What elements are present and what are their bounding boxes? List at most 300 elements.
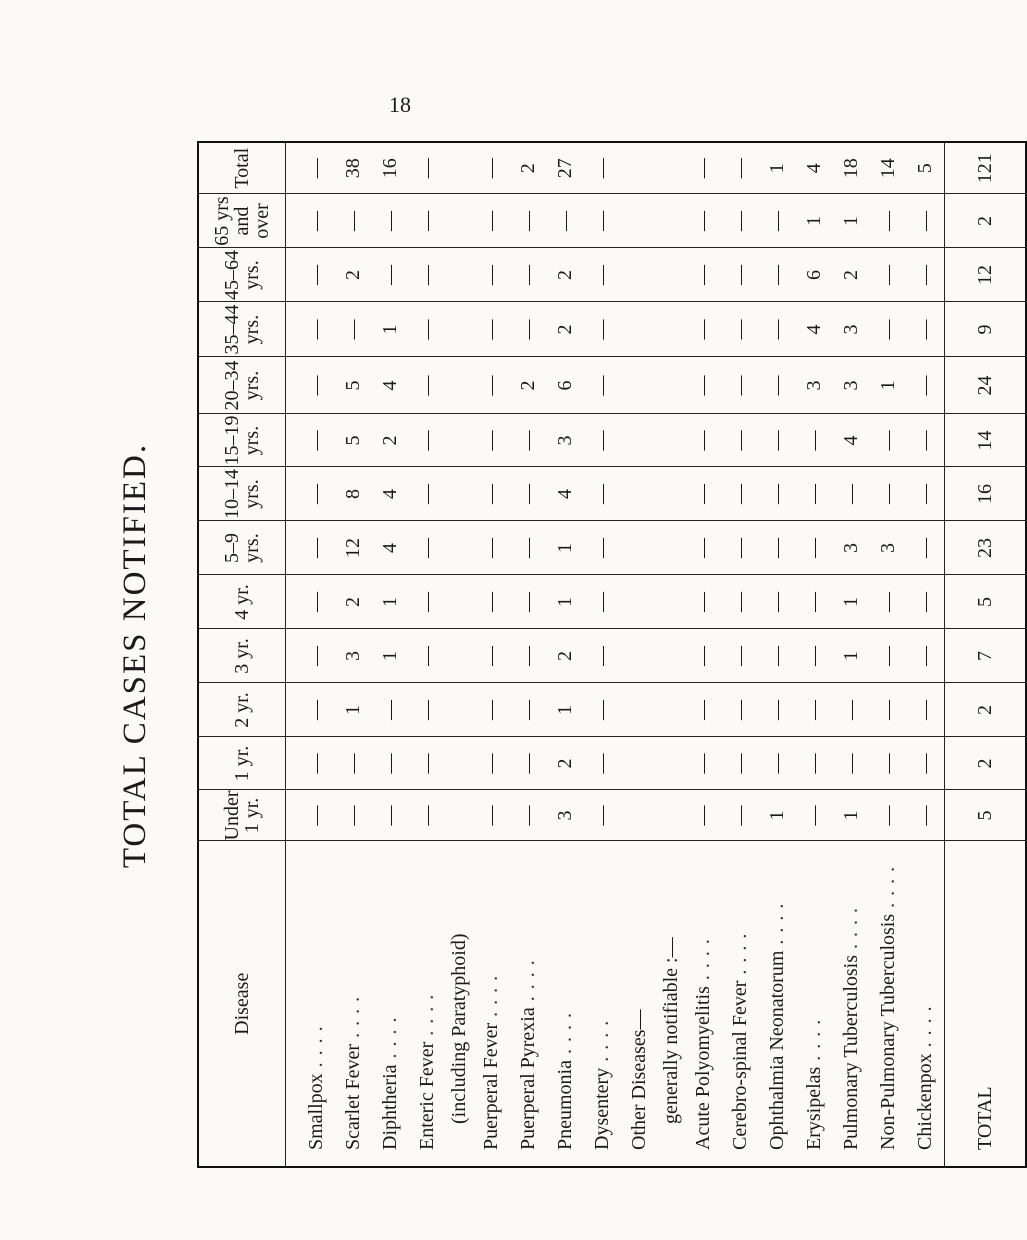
column-header-y20_34: 20–34 yrs.: [198, 357, 286, 414]
table-cell: —: [692, 538, 714, 558]
table-cell: [621, 522, 658, 575]
table-cell: —: [729, 211, 751, 231]
table-cell: —: [877, 592, 899, 612]
column-header-y65: 65 yrs and over: [198, 194, 286, 248]
table-cell: 3: [840, 324, 862, 335]
column-header-total: Total: [198, 142, 286, 194]
table-cell: 5: [342, 380, 364, 391]
total-cell-y35_44: 9: [945, 302, 1027, 357]
disease-label: Dysentery . .: [584, 852, 621, 1151]
table-cell: —: [416, 158, 438, 179]
table-cell: 2: [342, 597, 364, 607]
table-cell: —: [766, 538, 788, 558]
table-cell: —: [914, 805, 936, 826]
table-cell: —: [692, 753, 714, 774]
table-cell: —: [517, 753, 539, 774]
disease-label: Puerperal Fever . .: [473, 852, 510, 1151]
table-cell: —: [840, 753, 862, 774]
table-cell: —: [416, 484, 438, 504]
total-row: [945, 142, 1027, 1167]
disease-names-cell: [286, 841, 945, 1167]
table-cell: —: [416, 646, 438, 666]
total-cell-y65: 2: [945, 194, 1027, 248]
table-cell: [621, 415, 658, 467]
table-cell: [658, 358, 685, 414]
column-header-y15_19: 15–19 yrs.: [198, 414, 286, 467]
table-cell: 3: [342, 651, 364, 661]
table-cell: [621, 358, 658, 414]
table-cell: —: [803, 538, 825, 558]
table-cell: 8: [342, 489, 364, 499]
table-cell: —: [591, 805, 613, 826]
table-cell: —: [416, 700, 438, 720]
table-body-row: [286, 142, 945, 1167]
table-cell: 3: [877, 543, 899, 553]
table-cell: 4: [803, 163, 825, 174]
table-cell: —: [591, 211, 613, 231]
disease-label: Ophthalmia Neonatorum . .: [759, 852, 796, 1151]
table-cell: [446, 415, 473, 467]
table-cell: —: [766, 646, 788, 666]
table-cell: [446, 143, 473, 194]
table-cell: —: [877, 430, 899, 451]
values-column-under1: [286, 790, 945, 841]
table-cell: 1: [840, 810, 862, 821]
table-cell: —: [342, 211, 364, 231]
table-cell: —: [692, 700, 714, 720]
table-cell: —: [803, 700, 825, 720]
table-cell: —: [517, 265, 539, 285]
table-cell: 2: [554, 270, 576, 280]
table-cell: —: [692, 375, 714, 396]
table-cell: [446, 358, 473, 414]
table-cell: —: [517, 805, 539, 826]
table-cell: —: [803, 646, 825, 666]
table-cell: 2: [517, 163, 539, 174]
table-cell: —: [480, 430, 502, 451]
table-cell: [621, 303, 658, 357]
column-header-y45_64: 45–64 yrs.: [198, 248, 286, 302]
table-cell: [658, 791, 685, 841]
table-cell: [621, 630, 658, 683]
table-cell: —: [914, 538, 936, 558]
disease-label: Diphtheria . .: [372, 852, 409, 1151]
table-cell: —: [591, 484, 613, 504]
values-column-y45_64: [286, 248, 945, 302]
table-cell: 16: [379, 158, 401, 179]
table-cell: 2: [342, 270, 364, 280]
table-cell: —: [591, 319, 613, 340]
table-cell: 1: [840, 597, 862, 607]
table-cell: —: [342, 805, 364, 826]
table-cell: —: [766, 484, 788, 504]
table-cell: —: [591, 700, 613, 720]
table-cell: [446, 522, 473, 575]
table-cell: 2: [379, 435, 401, 446]
values-column-y5_9: [286, 521, 945, 575]
table-cell: —: [305, 430, 327, 451]
table-cell: [658, 630, 685, 683]
values-column-y1: [286, 737, 945, 790]
values-column-total: [286, 142, 945, 194]
total-cell-y3: 7: [945, 629, 1027, 683]
table-cell: —: [305, 646, 327, 666]
table-cell: 1: [766, 810, 788, 821]
table-cell: 1: [379, 324, 401, 335]
total-cell-y4: 5: [945, 575, 1027, 629]
table-cell: —: [914, 753, 936, 774]
table-cell: 3: [840, 380, 862, 391]
table-cell: —: [692, 484, 714, 504]
column-header-y4: 4 yr.: [198, 575, 286, 629]
table-cell: —: [591, 375, 613, 396]
table-cell: 38: [342, 158, 364, 179]
table-cell: —: [517, 211, 539, 231]
table-cell: —: [416, 211, 438, 231]
table-cell: —: [379, 211, 401, 231]
table-cell: [446, 576, 473, 629]
table-cell: 1: [766, 163, 788, 174]
table-cell: —: [480, 538, 502, 558]
table-cell: —: [914, 646, 936, 666]
column-header-y5_9: 5–9 yrs.: [198, 521, 286, 575]
column-header-under1: Under 1 yr.: [198, 790, 286, 841]
table-cell: [621, 195, 658, 248]
table-cell: —: [591, 753, 613, 774]
table-cell: [446, 791, 473, 841]
table-cell: —: [416, 430, 438, 451]
disease-label: Acute Polyomyelitis . .: [685, 852, 722, 1151]
table-cell: —: [766, 700, 788, 720]
table-cell: —: [379, 265, 401, 285]
table-cell: [621, 576, 658, 629]
values-column-y65: [286, 194, 945, 248]
column-header-y2: 2 yr.: [198, 683, 286, 737]
total-cell-y5_9: 23: [945, 521, 1027, 575]
table-cell: [658, 143, 685, 194]
values-column-y15_19: [286, 414, 945, 467]
values-column-y3: [286, 629, 945, 683]
table-cell: —: [914, 375, 936, 396]
table-cell: [621, 684, 658, 737]
table-cell: —: [480, 319, 502, 340]
column-header-y10_14: 10–14 yrs.: [198, 467, 286, 521]
table-cell: —: [305, 753, 327, 774]
table-cell: [658, 468, 685, 521]
table-cell: —: [692, 646, 714, 666]
table-cell: —: [729, 265, 751, 285]
table-cell: 4: [379, 543, 401, 553]
table-cell: [446, 630, 473, 683]
total-cell-y15_19: 14: [945, 414, 1027, 467]
table-cell: —: [305, 700, 327, 720]
table-cell: —: [591, 265, 613, 285]
table-cell: —: [729, 430, 751, 451]
table-cell: —: [877, 646, 899, 666]
disease-label: generally notifiable :—: [660, 937, 682, 1124]
table-cell: 1: [840, 651, 862, 661]
table-cell: —: [305, 484, 327, 504]
table-cell: 2: [554, 324, 576, 335]
table-cell: 1: [803, 216, 825, 226]
table-cell: —: [877, 700, 899, 720]
table-cell: —: [803, 805, 825, 826]
values-column-y20_34: [286, 357, 945, 414]
rotated-page-content: [105, 143, 996, 1168]
table-title: TOTAL CASES NOTIFIED.: [116, 442, 153, 869]
table-cell: —: [766, 211, 788, 231]
table-cell: 1: [342, 705, 364, 715]
table-cell: 3: [803, 380, 825, 391]
table-cell: —: [692, 319, 714, 340]
table-cell: 2: [517, 380, 539, 391]
table-cell: —: [803, 753, 825, 774]
table-cell: —: [914, 265, 936, 285]
disease-label: Smallpox . .: [298, 852, 335, 1151]
table-cell: 3: [554, 435, 576, 446]
table-cell: —: [517, 430, 539, 451]
table-cell: —: [692, 805, 714, 826]
values-column-y4: [286, 575, 945, 629]
table-cell: [621, 738, 658, 790]
table-cell: —: [480, 484, 502, 504]
disease-label: Chickenpox . .: [907, 852, 944, 1151]
table-cell: 12: [342, 538, 364, 558]
table-cell: —: [591, 158, 613, 179]
table-cell: —: [692, 265, 714, 285]
table-cell: —: [729, 158, 751, 179]
table-cell: —: [729, 753, 751, 774]
table-cell: —: [766, 430, 788, 451]
table-cell: —: [480, 753, 502, 774]
disease-label: Scarlet Fever . .: [335, 852, 372, 1151]
table-cell: —: [480, 646, 502, 666]
table-cell: 1: [554, 705, 576, 715]
table-cell: 1: [840, 216, 862, 226]
table-cell: —: [914, 700, 936, 720]
table-cell: —: [766, 592, 788, 612]
table-cell: [658, 522, 685, 575]
table-cell: —: [914, 319, 936, 340]
table-cell: —: [766, 375, 788, 396]
table-cell: —: [877, 211, 899, 231]
table-cell: [446, 249, 473, 302]
table-cell: —: [416, 319, 438, 340]
column-header-y3: 3 yr.: [198, 629, 286, 683]
table-cell: —: [729, 538, 751, 558]
table-cell: —: [803, 430, 825, 451]
table-cell: —: [729, 700, 751, 720]
table-cell: —: [305, 805, 327, 826]
disease-label: Erysipelas . .: [796, 852, 833, 1151]
total-cell-y10_14: 16: [945, 467, 1027, 521]
table-cell: 5: [914, 163, 936, 174]
table-cell: —: [766, 753, 788, 774]
table-cell: 1: [379, 651, 401, 661]
table-cell: —: [729, 646, 751, 666]
table-cell: —: [591, 592, 613, 612]
table-cell: 27: [554, 158, 576, 179]
table-cell: —: [729, 375, 751, 396]
table-cell: —: [480, 375, 502, 396]
table-cell: —: [877, 265, 899, 285]
table-cell: —: [591, 646, 613, 666]
table-cell: —: [305, 538, 327, 558]
table-cell: —: [729, 319, 751, 340]
table-cell: 5: [342, 435, 364, 446]
table-cell: —: [591, 538, 613, 558]
table-cell: [446, 684, 473, 737]
table-cell: [658, 415, 685, 467]
disease-column-header: Disease: [198, 841, 286, 1167]
header-row: [198, 142, 286, 1167]
table-cell: —: [379, 700, 401, 720]
table-cell: —: [877, 484, 899, 504]
table-cell: —: [692, 158, 714, 179]
disease-label: Non-Pulmonary Tuberculosis . .: [870, 852, 907, 1151]
table-cell: —: [840, 484, 862, 504]
table-cell: —: [342, 319, 364, 340]
table-cell: —: [729, 592, 751, 612]
table-cell: —: [803, 592, 825, 612]
table-cell: —: [416, 592, 438, 612]
table-cell: 14: [877, 158, 899, 179]
table-cell: —: [416, 805, 438, 826]
table-cell: 6: [554, 380, 576, 391]
table-cell: [658, 738, 685, 790]
table-cell: —: [914, 484, 936, 504]
table-cell: —: [914, 592, 936, 612]
table-cell: —: [305, 592, 327, 612]
table-cell: 1: [554, 597, 576, 607]
table-cell: [658, 684, 685, 737]
table-cell: —: [517, 319, 539, 340]
table-cell: —: [480, 265, 502, 285]
table-cell: [446, 738, 473, 790]
table-cell: [446, 468, 473, 521]
table-cell: [658, 195, 685, 248]
table-cell: —: [692, 592, 714, 612]
table-cell: —: [803, 484, 825, 504]
table-cell: [621, 249, 658, 302]
table-cell: 2: [554, 758, 576, 769]
total-cell-y45_64: 12: [945, 248, 1027, 302]
table-cell: —: [416, 375, 438, 396]
table-cell: 6: [803, 270, 825, 280]
table-cell: —: [840, 700, 862, 720]
table-cell: 1: [877, 380, 899, 391]
table-cell: 4: [803, 324, 825, 335]
disease-label: Pulmonary Tuberculosis . .: [833, 852, 870, 1151]
table-cell: —: [766, 265, 788, 285]
table-cell: —: [416, 265, 438, 285]
table-cell: —: [729, 805, 751, 826]
values-column-y2: [286, 683, 945, 737]
table-cell: —: [480, 592, 502, 612]
total-cell-y1: 2: [945, 737, 1027, 790]
table-cell: —: [692, 211, 714, 231]
table-cell: [658, 249, 685, 302]
table-cell: 4: [554, 489, 576, 499]
total-cell-y20_34: 24: [945, 357, 1027, 414]
table-cell: [446, 195, 473, 248]
table-cell: 1: [554, 543, 576, 553]
disease-label: Enteric Fever . .: [409, 852, 446, 1151]
table-cell: —: [480, 158, 502, 179]
table-cell: —: [305, 265, 327, 285]
table-cell: —: [342, 753, 364, 774]
table-cell: —: [554, 211, 576, 231]
table-cell: —: [305, 319, 327, 340]
table-cell: —: [914, 211, 936, 231]
table-cell: —: [517, 592, 539, 612]
values-column-y10_14: [286, 467, 945, 521]
table-cell: —: [305, 158, 327, 179]
table-cell: —: [517, 484, 539, 504]
table-cell: —: [877, 319, 899, 340]
table-cell: —: [517, 646, 539, 666]
table-cell: —: [379, 753, 401, 774]
column-header-y1: 1 yr.: [198, 737, 286, 790]
table-cell: —: [416, 753, 438, 774]
table-cell: —: [480, 211, 502, 231]
table-cell: —: [591, 430, 613, 451]
table-cell: —: [517, 700, 539, 720]
table-cell: [446, 303, 473, 357]
table-cell: [621, 791, 658, 841]
table-cell: —: [416, 538, 438, 558]
total-cell-y2: 2: [945, 683, 1027, 737]
table-cell: —: [766, 319, 788, 340]
table-cell: 1: [379, 597, 401, 607]
table-cell: —: [877, 805, 899, 826]
table-cell: 2: [554, 651, 576, 661]
table-cell: —: [480, 700, 502, 720]
total-cell-total: 121: [945, 142, 1027, 194]
table-cell: [658, 303, 685, 357]
table-cell: 18: [840, 158, 862, 179]
values-column-y35_44: [286, 302, 945, 357]
table-cell: 4: [379, 380, 401, 391]
table-cell: 3: [554, 810, 576, 821]
table-cell: —: [305, 375, 327, 396]
table-cell: —: [480, 805, 502, 826]
table-cell: —: [305, 211, 327, 231]
page-number: 18: [389, 92, 411, 117]
disease-label: Puerperal Pyrexia . .: [510, 852, 547, 1151]
table-cell: —: [379, 805, 401, 826]
column-header-y35_44: 35–44 yrs.: [198, 302, 286, 357]
table-cell: —: [914, 430, 936, 451]
table-cell: —: [729, 484, 751, 504]
total-label: TOTAL: [945, 841, 1027, 1167]
disease-label: Cerebro-spinal Fever . .: [722, 852, 759, 1151]
table-cell: —: [877, 753, 899, 774]
disease-label: Other Diseases—: [628, 1009, 650, 1150]
table-cell: 3: [840, 543, 862, 553]
table-cell: [658, 576, 685, 629]
table-cell: [621, 143, 658, 194]
table-cell: —: [692, 430, 714, 451]
total-cell-under1: 5: [945, 790, 1027, 841]
table-cell: [621, 468, 658, 521]
cases-table: [197, 141, 1027, 1168]
disease-label: Pneumonia . .: [547, 852, 584, 1151]
table-cell: —: [517, 538, 539, 558]
table-cell: 2: [840, 270, 862, 280]
table-cell: 4: [840, 435, 862, 446]
table-cell: 4: [379, 489, 401, 499]
